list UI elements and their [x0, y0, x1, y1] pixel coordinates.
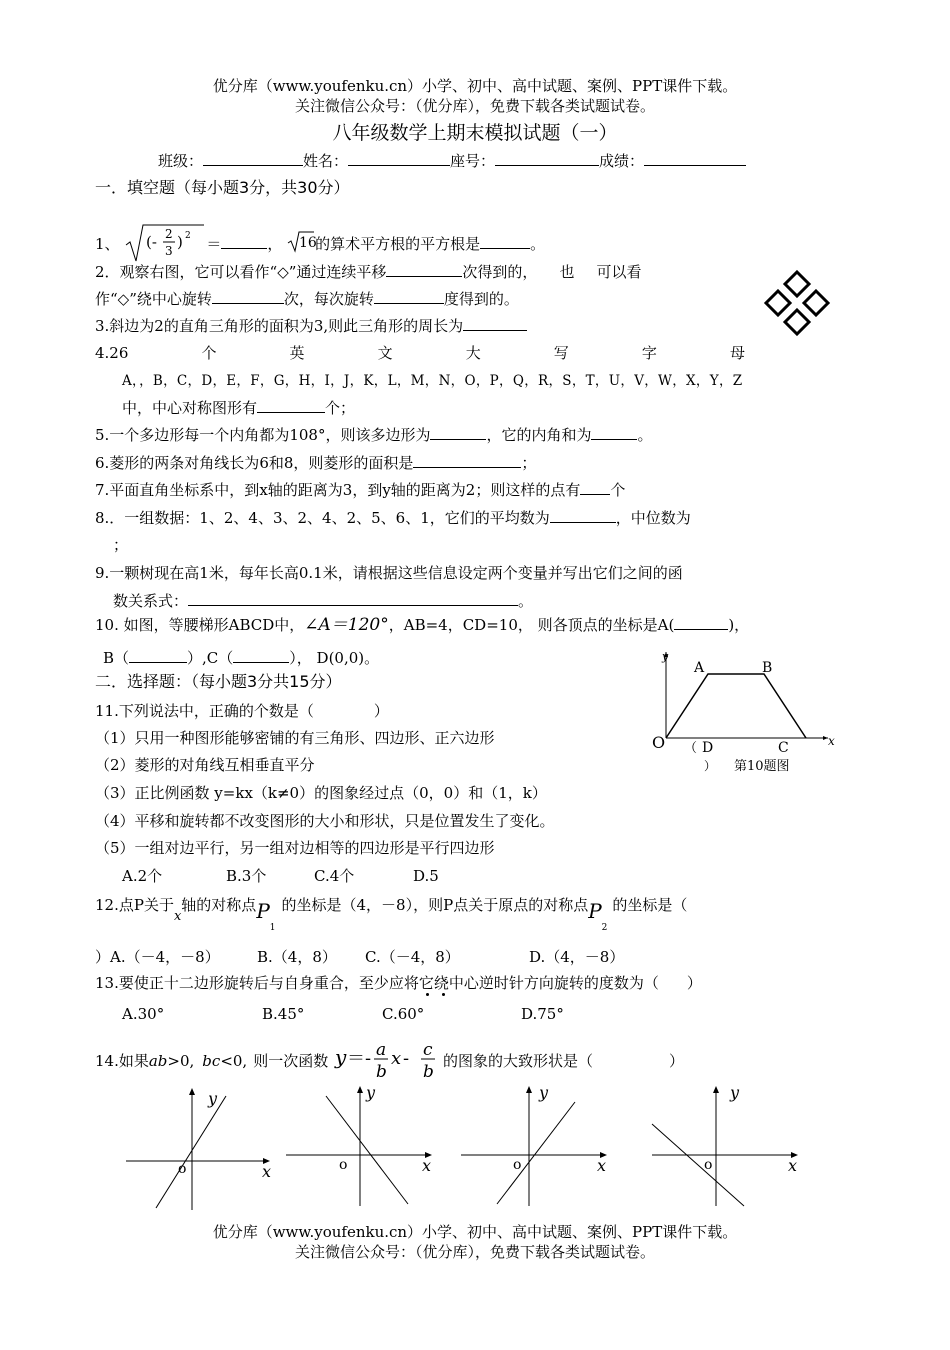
q12-options [95, 947, 624, 967]
q12-p1-sub: 1 [269, 923, 276, 933]
class-label: 班级： [158, 152, 204, 170]
q2-text-b: 次得到的， [462, 263, 538, 281]
q1-sqrt16 [287, 229, 315, 253]
q4-word: 4.26 [95, 344, 129, 362]
svg-text:b: b [376, 1062, 387, 1082]
q2-text-c: 也 [559, 263, 575, 281]
question-10-line-1 [95, 615, 749, 635]
q7-text-a: 7.平面直角坐标系中，到x轴的距离为3，到y轴的距离为2；则这样的点有 [95, 481, 581, 499]
q1-radical-expression [124, 221, 206, 263]
question-2-line-2 [95, 289, 519, 309]
q2-blank-3[interactable] [374, 289, 444, 304]
svg-text:): ) [177, 233, 184, 251]
question-6 [95, 453, 536, 473]
graph-option-a[interactable] [120, 1082, 280, 1214]
graph-d-x-label: x [788, 1156, 798, 1175]
q8-blank-1[interactable] [550, 508, 616, 523]
graph-c-origin-label: o [513, 1157, 522, 1173]
q1-number: 1、 [95, 235, 120, 253]
question-4-line-1 [95, 343, 745, 363]
q14-ab: ab [148, 1052, 168, 1070]
graph-b-x-label: x [422, 1156, 432, 1175]
q10-text-c: )， [728, 616, 750, 634]
score-blank[interactable] [644, 151, 746, 166]
question-2-line-1 [95, 262, 750, 282]
q11-option-d[interactable]: D.5 [413, 867, 439, 885]
q12-text-d: 的坐标是（ [612, 896, 688, 914]
q12-p1: P [256, 899, 270, 923]
class-blank[interactable] [203, 151, 303, 166]
graph-b-line [326, 1096, 408, 1204]
q1-blank-1[interactable] [221, 234, 267, 249]
q8-text-a: 8.．一组数据：1、2、4、3、2、4、2、5、6、1，它们的平均数为 [95, 509, 550, 527]
graph-a-line [156, 1096, 226, 1208]
header-line-1: 优分库（www.youfenku.cn）小学、初中、高中试题、案例、PPT课件下载。 [212, 77, 738, 95]
q2-text-f: 次，每次旋转 [283, 290, 374, 308]
graph-d-origin-label: o [704, 1157, 713, 1173]
q13-option-c[interactable]: C.60° [382, 1005, 425, 1023]
diamond-pattern-figure [760, 266, 834, 340]
question-8 [95, 508, 691, 528]
student-info-line [158, 151, 746, 171]
question-10-line-2 [103, 648, 379, 668]
vertex-a-label: A [694, 660, 705, 676]
q11-option-a[interactable]: A.2个 [122, 867, 163, 885]
svg-text:(-: (- [146, 233, 158, 251]
q12-option-b[interactable]: B.（4，8） [257, 948, 337, 966]
question-11 [95, 701, 389, 721]
footer-line-2: 关注微信公众号：（优分库），免费下载各类试题试卷。 [294, 1243, 655, 1261]
q12-text-a: 12.点P关于 [95, 896, 174, 914]
q11-statement: （4）平移和旋转都不改变图形的大小和形状，只是位置发生了变化。 [95, 812, 555, 830]
q11-stem: 11.下列说法中，正确的个数是（ [95, 702, 314, 720]
question-1 [95, 221, 545, 263]
q5-text-a: 5.一个多边形每一个内角都为108°，则该多边形为 [95, 426, 431, 444]
q1-frac-num: 2 [165, 227, 173, 241]
seat-blank[interactable] [495, 151, 599, 166]
question-12-line-1 [95, 893, 688, 933]
q11-statement: （2）菱形的对角线互相垂直平分 [95, 756, 315, 774]
svg-text:a: a [376, 1040, 387, 1060]
graph-a-x-label: x [262, 1162, 272, 1181]
q7-text-b: 个 [610, 481, 626, 499]
q13-option-b[interactable]: B.45° [262, 1005, 305, 1023]
q10-text-d: B（ [103, 649, 130, 667]
graph-d-line [652, 1124, 744, 1206]
q6-text-a: 6.菱形的两条对角线长为6和8，则菱形的面积是 [95, 454, 414, 472]
q1-frac-den: 3 [165, 244, 173, 258]
svg-text:16: 16 [299, 235, 317, 251]
q14-bc: bc [202, 1052, 221, 1070]
seat-label: 座号： [450, 152, 496, 170]
q5-blank-2[interactable] [591, 425, 637, 440]
q6-text-b: ； [521, 454, 537, 472]
q10-text-b: ，AB=4，CD=10， 则各顶点的坐标是A( [388, 616, 675, 634]
q11-options [122, 866, 439, 886]
graph-b-y-label: y [366, 1083, 376, 1102]
name-blank[interactable] [348, 151, 450, 166]
q2-text-g: 度得到的。 [443, 290, 519, 308]
q2-blank-2[interactable] [212, 289, 284, 304]
question-4-line-3 [122, 398, 355, 418]
question-3 [95, 316, 527, 336]
name-label: 姓名： [303, 152, 349, 170]
figure-10-trapezoid [640, 648, 850, 776]
q11-statement: （3）正比例函数 y=kx（k≠0）的图象经过点（0，0）和（1，k） [95, 784, 547, 802]
q4-word: 母 [729, 344, 745, 362]
q2-blank-1[interactable] [386, 262, 462, 277]
q11-option-b[interactable]: B.3个 [226, 867, 267, 885]
q4-word: 英 [289, 344, 305, 362]
svg-text:b: b [423, 1062, 434, 1082]
q5-text-b: ，它的内角和为 [486, 426, 592, 444]
question-13 [95, 973, 702, 993]
q3-blank[interactable] [463, 316, 527, 331]
graph-a-origin-label: o [178, 1161, 187, 1177]
q8-text-b: ，中位数为 [615, 509, 691, 527]
svg-text:c: c [423, 1040, 433, 1060]
question-4-letters: A，，B，C，D，E，F，G，H，I，J，K，L，M，N，O，P，Q，R，S，T，U，V，W，X，Y，Z [122, 373, 743, 389]
q14-text-a: 14.如果 [95, 1052, 149, 1070]
svg-text:＝-: ＝- [347, 1048, 372, 1069]
q9-text-c: 。 [518, 592, 534, 610]
q9-text-b: 数关系式： [113, 592, 189, 610]
question-9-line-1: 9.一颗树现在高1米，每年长高0.1米，请根据这些信息设定两个变量并写出它们之间的函 [95, 564, 683, 582]
q12-x-var: x [173, 909, 182, 924]
svg-text:-: - [403, 1048, 410, 1069]
q4-blank[interactable] [257, 398, 325, 413]
vertex-c-label: C [778, 740, 789, 756]
header-line-2: 关注微信公众号：（优分库），免费下载各类试题试卷。 [294, 97, 655, 115]
q1-text: 的算术平方根的平方根是 [315, 235, 481, 253]
q11-option-c[interactable]: C.4个 [314, 867, 355, 885]
q11-statement: （5）一组对边平行，另一组对边相等的四边形是平行四边形 [95, 839, 495, 857]
q1-blank-2[interactable] [480, 234, 530, 249]
q4-word: 字 [641, 344, 657, 362]
q5-blank-1[interactable] [430, 425, 486, 440]
q4-word: 个 [201, 344, 217, 362]
q3-text: 3.斜边为2的直角三角形的面积为3,则此三角形的周长为 [95, 317, 464, 335]
paren-close: ） [704, 759, 717, 773]
x-axis-label: x [828, 734, 835, 748]
vertex-d-label: D [702, 740, 714, 756]
q4-tail-b: 个； [325, 399, 356, 417]
figure-10-caption: 第10题图 [734, 759, 790, 774]
question-9-line-2 [113, 591, 533, 611]
question-5 [95, 425, 652, 445]
emphasis-dot [442, 993, 445, 996]
q13-stem: 13.要使正十二边形旋转后与自身重合，至少应将它绕中心逆时针方向旋转的度数为（ [95, 974, 659, 992]
question-7 [95, 480, 625, 500]
svg-text:2: 2 [185, 231, 192, 241]
graph-c-line [497, 1102, 575, 1204]
q13-options [122, 1004, 564, 1024]
q10-blank-c[interactable] [233, 648, 289, 663]
q1-end: 。 [530, 235, 546, 253]
trapezoid-abcd [666, 674, 806, 738]
q13-end: ） [686, 974, 702, 992]
q14-lt: <0, [220, 1052, 248, 1070]
q12-option-d[interactable]: D.（4，－8） [529, 948, 625, 966]
q1-equals: ＝ [206, 235, 222, 253]
q4-word: 大 [465, 344, 481, 362]
svg-text:y: y [335, 1045, 347, 1069]
q4-word: 写 [553, 344, 569, 362]
q2-text-d: 可以看 [596, 263, 642, 281]
q13-option-d[interactable]: D.75° [521, 1005, 564, 1023]
q7-blank[interactable] [580, 480, 610, 495]
q2-text-e: 作“◇”绕中心旋转 [95, 290, 212, 308]
q10-angle: ∠A＝120° [304, 615, 389, 635]
footer-line-1: 优分库（www.youfenku.cn）小学、初中、高中试题、案例、PPT课件下载。 [212, 1223, 738, 1241]
paren-open: （ [684, 741, 698, 756]
graph-d-y-label: y [730, 1083, 740, 1102]
q14-text-c: 的图象的大致形状是（ [443, 1052, 594, 1070]
q10-text-f: ）， D(0,0)。 [289, 649, 380, 667]
score-label: 成绩： [599, 152, 645, 170]
q12-option-a[interactable]: ）A.（－4，－8） [95, 948, 220, 966]
q6-blank[interactable] [413, 453, 521, 468]
q10-text-e: ）,C（ [187, 649, 234, 667]
emphasis-dot [426, 993, 429, 996]
question-14 [95, 1040, 684, 1080]
q10-text-a: 10. 如图，等腰梯形ABCD中， [95, 616, 305, 634]
q10-blank-a[interactable] [674, 615, 728, 630]
q14-gt: >0, [167, 1052, 195, 1070]
q2-text-a: 2．观察右图，它可以看作“◇”通过连续平移 [95, 263, 387, 281]
q12-option-c[interactable]: C.（－4，8） [365, 948, 460, 966]
origin-label: O [652, 733, 666, 752]
graph-c-x-label: x [597, 1156, 607, 1175]
q4-tail-a: 中，中心对称图形有 [122, 399, 258, 417]
q14-text-b: 则一次函数 [253, 1052, 329, 1070]
y-axis-label: y [662, 650, 669, 663]
graph-option-b[interactable] [282, 1080, 442, 1210]
q14-text-d: ） [669, 1052, 685, 1070]
graph-c-y-label: y [539, 1083, 549, 1102]
vertex-b-label: B [762, 660, 773, 676]
svg-text:x: x [391, 1048, 402, 1069]
page-title: 八年级数学上期末模拟试题（一） [332, 122, 618, 144]
section-1-heading: 一．填空题（每小题3分，共30分） [95, 178, 350, 197]
section-2-heading: 二．选择题：（每小题3分共15分） [95, 672, 342, 691]
graph-option-c[interactable] [457, 1080, 617, 1210]
q11-statement: （1）只用一种图形能够密铺的有三角形、四边形、正六边形 [95, 729, 495, 747]
q14-function-expression [333, 1040, 443, 1080]
graph-b-origin-label: o [339, 1157, 348, 1173]
q12-text-c: 的坐标是（4，－8），则P点关于原点的对称点 [281, 896, 589, 914]
q11-stem-end: ） [373, 702, 389, 720]
q4-word: 文 [377, 344, 393, 362]
graph-option-d[interactable] [648, 1080, 808, 1210]
graph-a-y-label: y [208, 1089, 218, 1108]
q13-option-a[interactable]: A.30° [122, 1005, 165, 1023]
q12-p2: P [588, 899, 602, 923]
q5-text-c: 。 [637, 426, 653, 444]
q12-text-b: 轴的对称点 [181, 896, 257, 914]
question-8-end: ； [113, 536, 129, 554]
q12-p2-sub: 2 [601, 923, 608, 933]
q1-comma: ， [267, 235, 283, 253]
q10-blank-b[interactable] [129, 648, 187, 663]
q9-blank[interactable] [188, 591, 518, 606]
